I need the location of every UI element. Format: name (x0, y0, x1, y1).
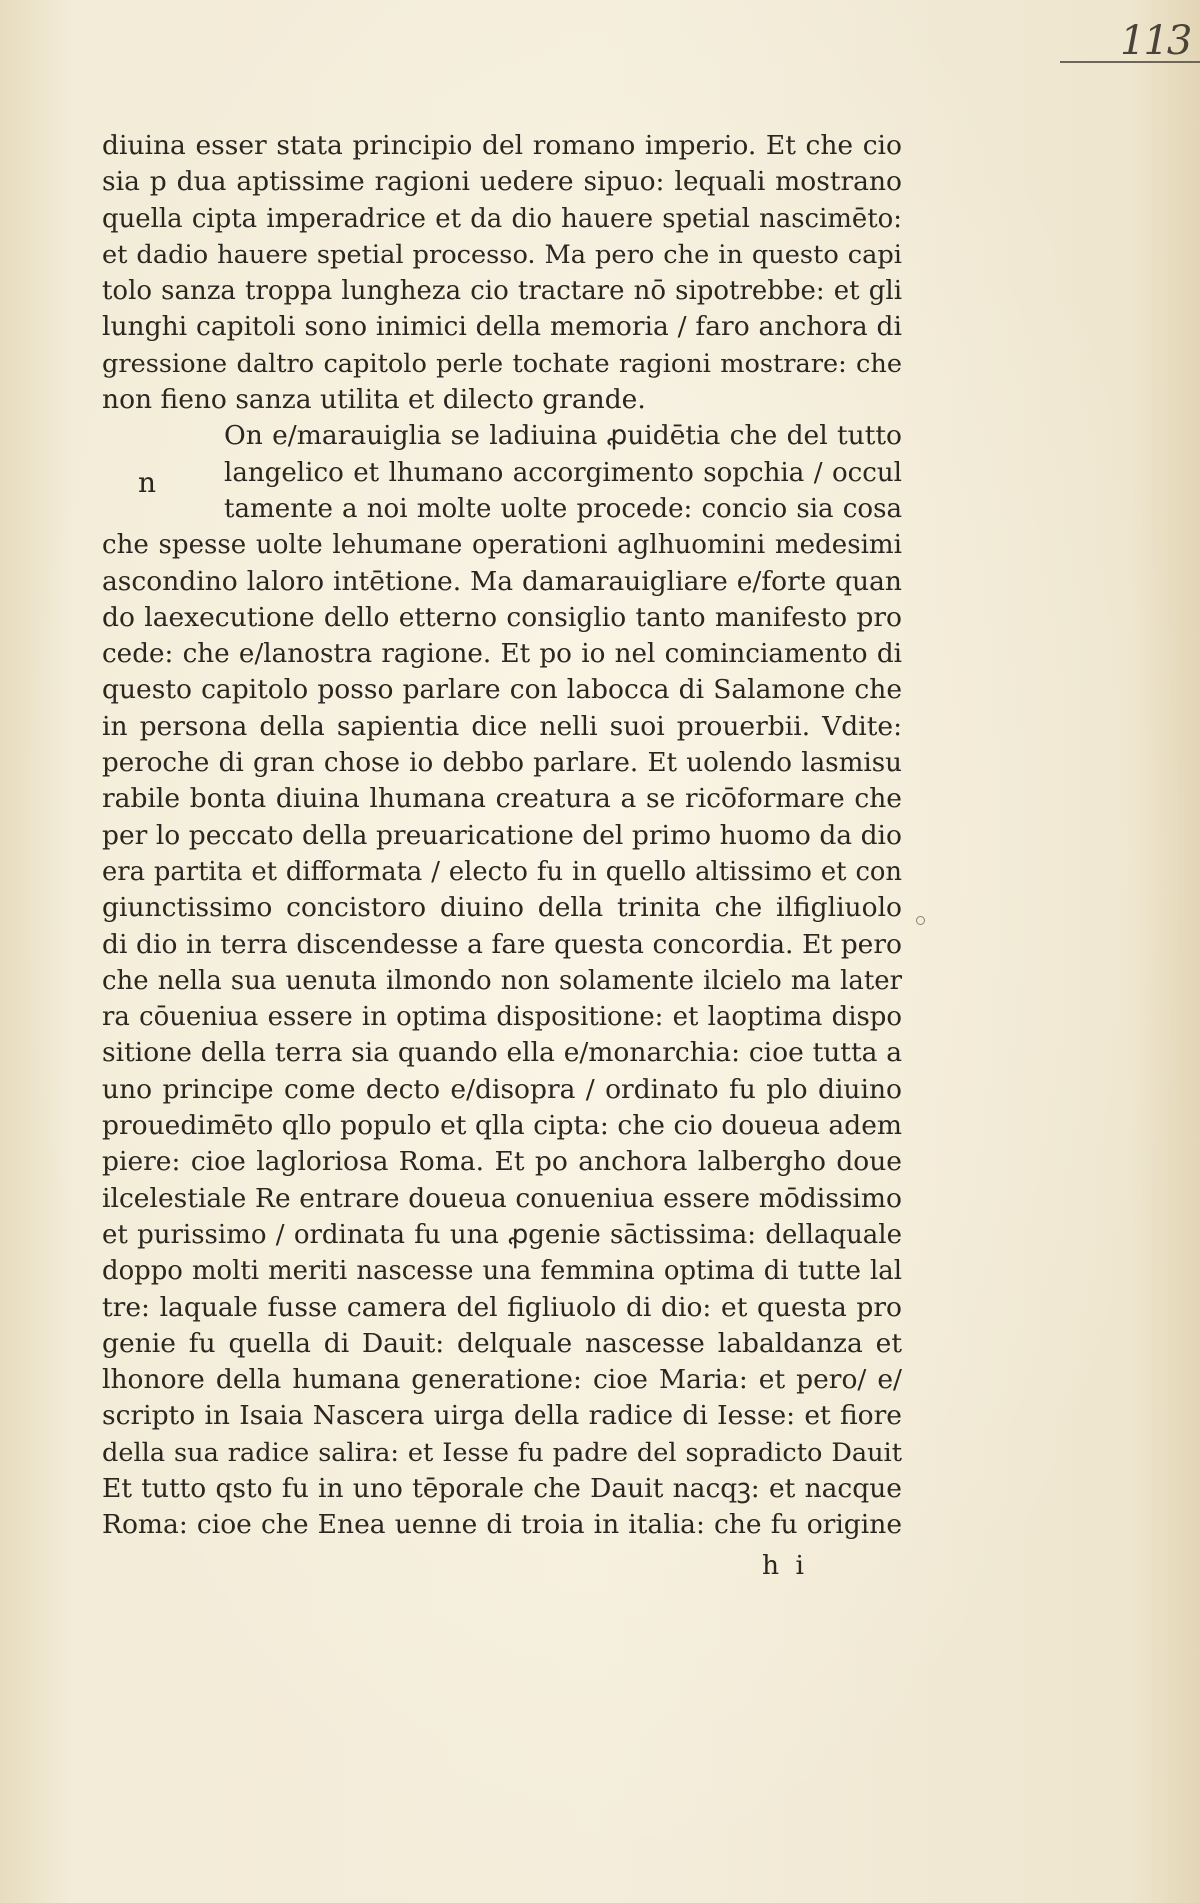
text-line: sia p dua aptissime ragioni uedere sipuo: lequali mostrano (102, 166, 902, 198)
text-line: scripto in Isaia Nascera uirga della radice di Iesse: et fiore (102, 1400, 902, 1432)
text-line: prouedimēto qllo populo et qlla cipta: che cio doueua adem (102, 1110, 902, 1142)
text-line: ascondino laloro intētione. Ma damarauigliare e/forte quan (102, 565, 902, 597)
text-line: di dio in terra discendesse a fare questa concordia. Et pero (102, 928, 902, 960)
text-line: quella cipta imperadrice et da dio hauere spetial nascimēto: (102, 203, 902, 234)
text-line: in persona della sapientia dice nelli suoi prouerbii. Vdite: (102, 710, 902, 742)
text-line: tre: laquale fusse camera del figliuolo di dio: et questa pro (102, 1291, 902, 1323)
text-line: lunghi capitoli sono inimici della memoria / faro anchora di (102, 311, 902, 343)
folio-number: 113 (1120, 18, 1191, 64)
text-line: lhonore della humana generatione: cioe Maria: et pero/ e/ (102, 1364, 902, 1396)
text-line-indented: On e/marauiglia se ladiuina ꝓuidētia che del tutto (224, 420, 902, 452)
text-line: rabile bonta diuina lhumana creatura a se ricōformare che (102, 783, 902, 815)
text-line: che nella sua uenuta ilmondo non solamente ilcielo ma later (102, 965, 902, 996)
text-line: diuina esser stata principio del romano imperio. Et che cio (102, 130, 902, 161)
text-line: era partita et difformata / electo fu in quello altissimo et con (102, 856, 902, 887)
text-line: genie fu quella di Dauit: delquale nascesse labaldanza et (102, 1327, 902, 1359)
text-line: et dadio hauere spetial processo. Ma pero che in questo capi (102, 239, 902, 270)
text-line: piere: cioe lagloriosa Roma. Et po anchora lalbergho doue (102, 1146, 902, 1178)
text-line-indented: tamente a noi molte uolte procede: concio sia cosa (224, 493, 902, 524)
text-line: che spesse uolte lehumane operationi aglhuomini medesimi (102, 530, 902, 561)
text-line: questo capitolo posso parlare con labocca di Salamone che (102, 674, 902, 706)
signature-mark: h i (762, 1550, 808, 1581)
text-line: doppo molti meriti nascesse una femmina optima di tutte lal (102, 1256, 902, 1287)
text-line-indented: langelico et lhumano accorgimento sopchia / occul (224, 457, 902, 488)
text-line: giunctissimo concistoro diuino della trinita che ilfigliuolo (102, 892, 902, 924)
text-block (102, 128, 902, 1544)
text-line: della sua radice salira: et Iesse fu padre del sopradicto Dauit (102, 1437, 902, 1468)
text-line: ilcelestiale Re entrare doueua conueniua essere mōdissimo (102, 1182, 902, 1214)
text-line: Et tutto qsto fu in uno tēporale che Dauit nacqꝫ: et nacque (102, 1472, 902, 1504)
text-line: tolo sanza troppa lungheza cio tractare nō sipotrebbe: et gli (102, 276, 902, 307)
margin-dot (916, 916, 925, 925)
text-line: peroche di gran chose io debbo parlare. Et uolendo lasmisu (102, 748, 902, 779)
text-line: sitione della terra sia quando ella e/monarchia: cioe tutta a (102, 1037, 902, 1069)
text-line: cede: che e/lanostra ragione. Et po io nel cominciamento di (102, 639, 902, 670)
text-line: do laexecutione dello etterno consiglio tanto manifesto pro (102, 601, 902, 633)
text-line: Roma: cioe che Enea uenne di troia in italia: che fu origine (102, 1509, 902, 1541)
text-line: gressione daltro capitolo perle tochate ragioni mostrare: che (102, 348, 902, 379)
text-line: uno principe come decto e/disopra / ordinato fu plo diuino (102, 1073, 902, 1105)
text-line: et purissimo / ordinata fu una ꝓgenie sāctissima: dellaquale (102, 1219, 902, 1250)
text-line: per lo peccato della preuaricatione del primo huomo da dio (102, 819, 902, 851)
text-line: non fieno sanza utilita et dilecto grande. (102, 384, 646, 416)
guide-letter: n (138, 466, 157, 499)
text-line: ra cōueniua essere in optima dispositione: et laoptima dispo (102, 1002, 902, 1033)
